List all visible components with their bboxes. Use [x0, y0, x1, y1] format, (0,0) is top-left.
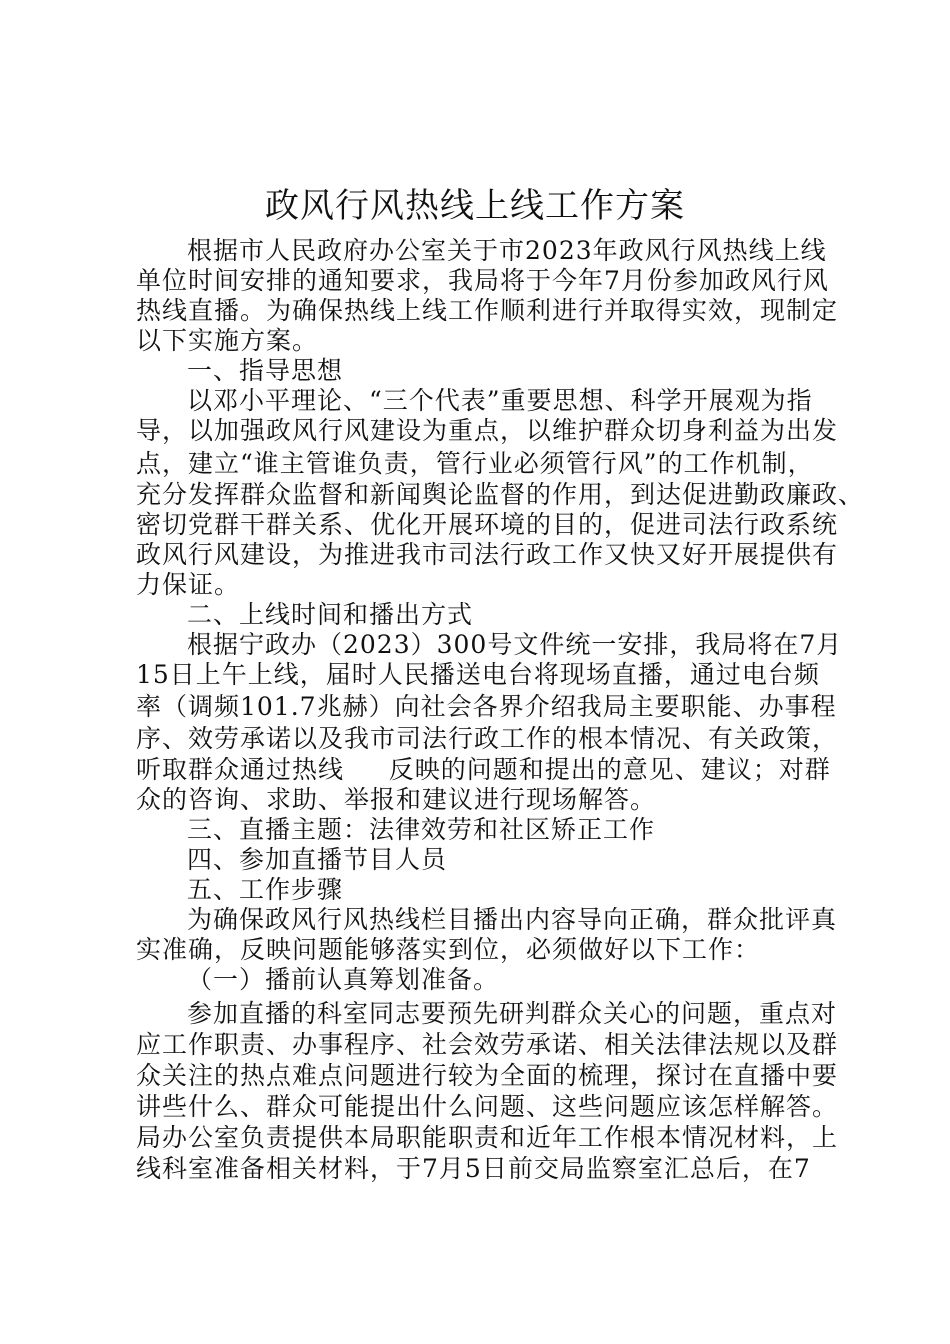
- body-line: 讲些什么、群众可能提出什么问题、这些问题应该怎样解答。: [136, 1092, 839, 1121]
- body-line: 密切党群干群关系、优化开展环境的目的，促进司法行政系统: [136, 510, 839, 539]
- body-line: 众关注的热点难点问题进行较为全面的梳理，探讨在直播中要: [136, 1061, 839, 1090]
- body-line: 参加直播的科室同志要预先研判群众关心的问题，重点对: [187, 999, 838, 1028]
- body-line: 为确保政风行风热线栏目播出内容导向正确，群众批评真: [187, 905, 838, 934]
- body-line: 率（调频101.7兆赫）向社会各界介绍我局主要职能、办事程: [136, 692, 837, 721]
- body-line: 根据宁政办（2023）300号文件统一安排，我局将在7月: [187, 630, 843, 659]
- body-line: 政风行风建设，为推进我市司法行政工作又快又好开展提供有: [136, 540, 839, 569]
- body-line: 众的咨询、求助、举报和建议进行现场解答。: [136, 785, 657, 814]
- section-heading: 二、上线时间和播出方式: [187, 600, 474, 629]
- section-heading: 四、参加直播节目人员: [187, 845, 448, 874]
- section-heading: 五、工作步骤: [187, 875, 344, 904]
- body-line: 点，建立“谁主管谁负责，管行业必须管行风”的工作机制，: [136, 449, 814, 478]
- body-line: 力保证。: [136, 570, 241, 599]
- body-line: 单位时间安排的通知要求，我局将于今年7月份参加政风行风: [136, 266, 829, 295]
- body-line: 序、效劳承诺以及我市司法行政工作的根本情况、有关政策，: [136, 724, 839, 753]
- body-line: 充分发挥群众监督和新闻舆论监督的作用，到达促进勤政廉政、: [136, 480, 865, 509]
- body-line: 热线直播。为确保热线上线工作顺利进行并取得实效，现制定: [136, 296, 839, 325]
- body-line: 以下实施方案。: [136, 326, 319, 355]
- body-line: 导，以加强政风行风建设为重点，以维护群众切身利益为出发: [136, 416, 839, 445]
- body-line: 实准确，反映问题能够落实到位，必须做好以下工作：: [136, 935, 761, 964]
- body-line: 局办公室负责提供本局职能职责和近年工作根本情况材料，上: [136, 1123, 839, 1152]
- section-heading: 一、指导思想: [187, 356, 344, 385]
- body-line: 应工作职责、办事程序、社会效劳承诺、相关法律法规以及群: [136, 1030, 839, 1059]
- body-line: 以邓小平理论、“三个代表”重要思想、科学开展观为指: [187, 386, 813, 415]
- body-line: 15日上午上线，届时人民播送电台将现场直播，通过电台频: [136, 660, 820, 689]
- body-line: 听取群众通过热线 反映的问题和提出的意见、建议；对群: [136, 755, 831, 784]
- section-heading: 三、直播主题：法律效劳和社区矫正工作: [187, 815, 656, 844]
- body-line: 线科室准备相关材料，于7月5日前交局监察室汇总后，在7: [136, 1154, 811, 1183]
- subsection-heading: （一）播前认真筹划准备。: [187, 965, 500, 994]
- document-title: 政风行风热线上线工作方案: [265, 186, 685, 226]
- body-line: 根据市人民政府办公室关于市2023年政风行风热线上线: [187, 236, 827, 265]
